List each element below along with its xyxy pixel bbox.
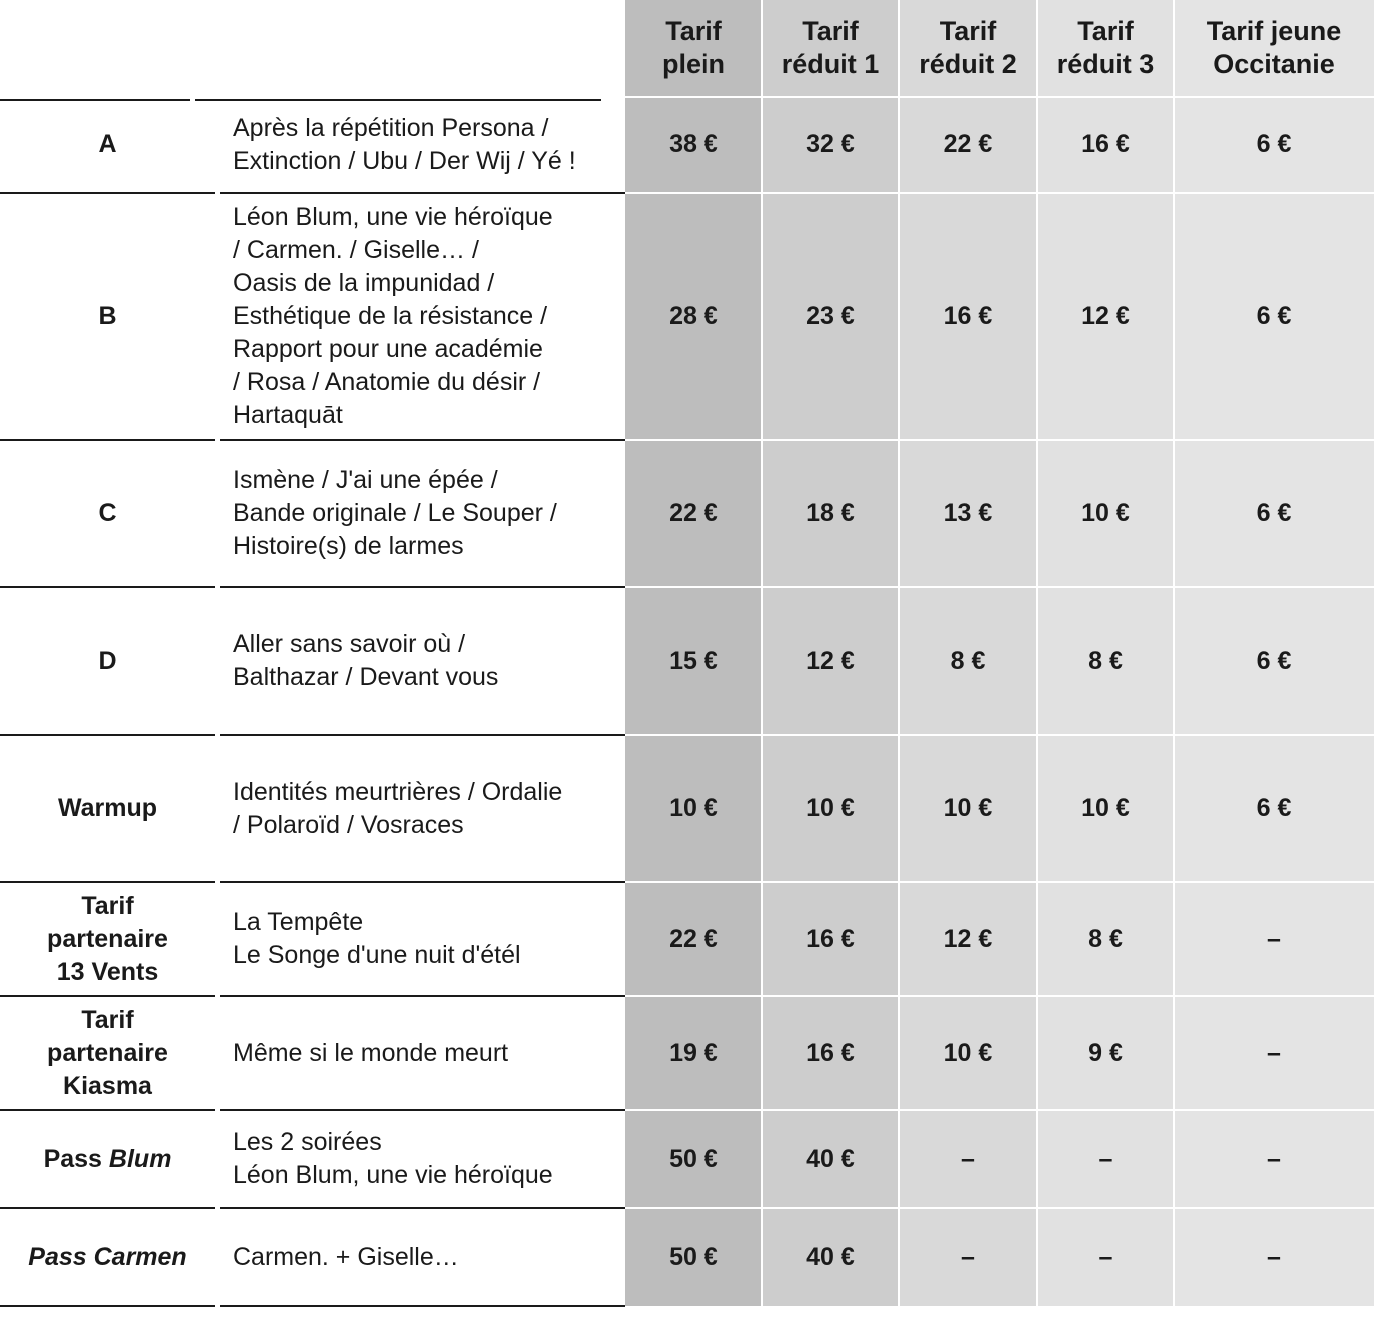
row-shows: Aller sans savoir où / Balthazar / Devant vous xyxy=(233,630,499,691)
row-shows: Même si le monde meurt xyxy=(233,1038,509,1067)
price-tarif-reduit-3: 10 € xyxy=(1081,499,1130,527)
price-tarif-reduit-3: – xyxy=(1098,1144,1113,1173)
price-tarif-jeune-occitanie: 6 € xyxy=(1256,302,1292,330)
price-tarif-plein: 22 € xyxy=(669,924,718,953)
price-tarif-reduit-1: 16 € xyxy=(806,1038,855,1067)
price-tarif-reduit-2: 13 € xyxy=(943,499,993,527)
price-tarif-reduit-1: 23 € xyxy=(806,302,855,330)
price-tarif-reduit-3: 12 € xyxy=(1081,302,1130,330)
price-tarif-reduit-2: 22 € xyxy=(943,130,993,158)
row-shows: Après la répétition Persona / Extinction / Ubu / Der Wij / Yé ! xyxy=(233,113,576,175)
row-category: D xyxy=(98,646,117,675)
price-tarif-jeune-occitanie: – xyxy=(1267,1144,1281,1173)
price-tarif-reduit-2: 8 € xyxy=(950,646,986,675)
row-shows: Ismène / J'ai une épée / Bande originale / Le Souper / Histoire(s) de larmes xyxy=(233,466,557,560)
row-category: Tarif partenaire 13 Vents xyxy=(47,891,168,986)
category-italic: Blum xyxy=(108,1144,172,1173)
price-tarif-reduit-2: – xyxy=(961,1144,975,1173)
price-tarif-jeune-occitanie: 6 € xyxy=(1256,646,1292,675)
price-tarif-reduit-2: 10 € xyxy=(943,794,993,822)
category-italic: Pass Carmen xyxy=(28,1242,187,1271)
row-category: B xyxy=(98,302,117,330)
price-tarif-reduit-3: 16 € xyxy=(1081,130,1130,158)
price-tarif-reduit-1: 10 € xyxy=(806,794,855,822)
price-tarif-reduit-3: 9 € xyxy=(1088,1038,1123,1067)
row-rule-category xyxy=(0,1305,215,1307)
header-tarif-reduit-1: Tarif réduit 1 xyxy=(781,16,880,79)
row-shows: La Tempête Le Songe d'une nuit d'étél xyxy=(233,908,521,969)
header-tarif-reduit-3: Tarif réduit 3 xyxy=(1056,16,1155,79)
row-shows: Les 2 soirées Léon Blum, une vie héroïque xyxy=(233,1128,553,1189)
price-tarif-reduit-1: 40 € xyxy=(806,1242,855,1271)
price-tarif-jeune-occitanie: – xyxy=(1267,924,1281,953)
price-tarif-reduit-2: 10 € xyxy=(943,1038,993,1067)
price-tarif-reduit-3: 8 € xyxy=(1088,646,1123,675)
price-tarif-reduit-2: – xyxy=(961,1242,975,1271)
price-tarif-plein: 22 € xyxy=(669,499,718,527)
row-shows: Carmen. + Giselle… xyxy=(233,1242,459,1271)
price-tarif-reduit-1: 40 € xyxy=(806,1144,855,1173)
price-tarif-reduit-2: 12 € xyxy=(943,924,993,953)
price-tarif-jeune-occitanie: 6 € xyxy=(1256,130,1292,158)
row-rule-shows xyxy=(220,1305,625,1307)
price-tarif-reduit-1: 32 € xyxy=(806,130,855,158)
category-prefix: Pass xyxy=(43,1144,109,1173)
price-tarif-jeune-occitanie: – xyxy=(1267,1242,1281,1271)
price-tarif-jeune-occitanie: 6 € xyxy=(1256,499,1292,527)
price-tarif-plein: 28 € xyxy=(669,302,718,330)
price-tarif-reduit-1: 12 € xyxy=(806,646,855,675)
row-shows: Identités meurtrières / Ordalie / Polaroïd / Vosraces xyxy=(233,777,563,839)
row-category: Warmup xyxy=(57,794,158,822)
row-shows: Léon Blum, une vie héroïque / Carmen. / Giselle… / Oasis de la impunidad / Esthétique de la résistance / Rapport pour une académie / Rosa / Anatomie du désir / Hartaquāt xyxy=(233,203,553,429)
price-tarif-reduit-1: 16 € xyxy=(806,924,855,953)
row-category: C xyxy=(98,499,117,527)
header-tarif-plein: Tarif plein xyxy=(661,16,725,79)
price-tarif-jeune-occitanie: – xyxy=(1267,1038,1281,1067)
price-tarif-plein: 15 € xyxy=(669,646,718,675)
price-tarif-plein: 50 € xyxy=(669,1144,718,1173)
price-tarif-reduit-3: 8 € xyxy=(1088,924,1123,953)
row-category: Tarif partenaire Kiasma xyxy=(47,1005,168,1100)
price-tarif-plein: 19 € xyxy=(669,1038,718,1067)
price-tarif-plein: 50 € xyxy=(669,1242,718,1271)
price-tarif-reduit-3: 10 € xyxy=(1081,794,1130,822)
price-tarif-plein: 38 € xyxy=(669,130,718,158)
row-category: A xyxy=(98,130,117,158)
price-tarif-jeune-occitanie: 6 € xyxy=(1256,794,1292,822)
price-tarif-plein: 10 € xyxy=(669,794,718,822)
header-tarif-jeune-occitanie: Tarif jeune Occitanie xyxy=(1206,16,1342,79)
price-tarif-reduit-3: – xyxy=(1098,1242,1113,1271)
price-tarif-reduit-1: 18 € xyxy=(806,499,855,527)
price-tarif-reduit-2: 16 € xyxy=(943,302,993,330)
header-tarif-reduit-2: Tarif réduit 2 xyxy=(919,16,1017,79)
